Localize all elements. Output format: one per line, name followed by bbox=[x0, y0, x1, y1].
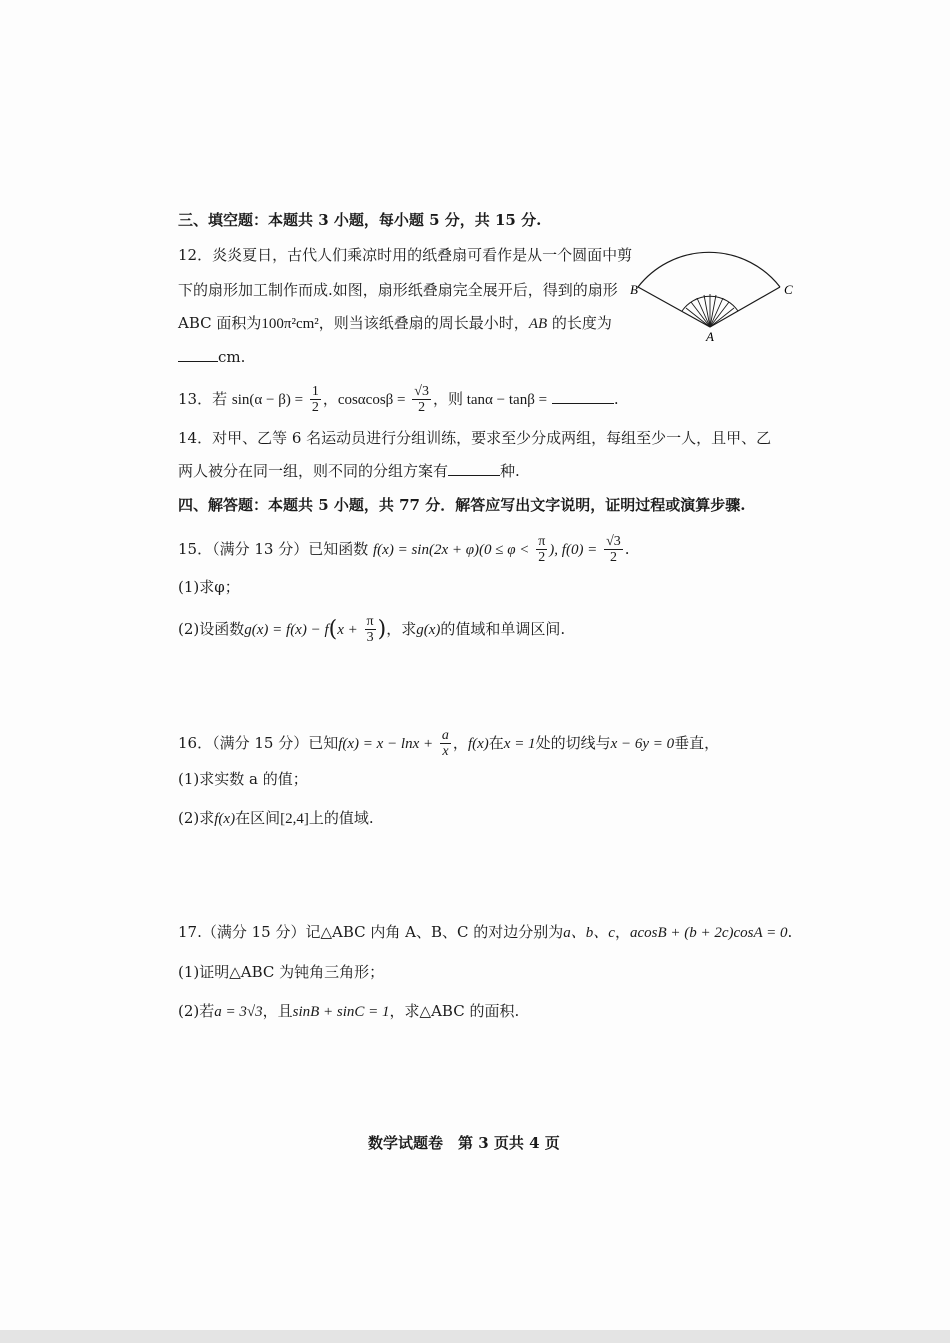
q15-end: . bbox=[624, 539, 630, 558]
q13-cos-expr: ，cosαcosβ = bbox=[322, 391, 406, 408]
q14-text-pre: 两人被分在同一组，则不同的分组方案有 bbox=[178, 462, 449, 480]
q12-text-end: 的长度为 bbox=[547, 314, 612, 332]
q12-answer-blank bbox=[178, 360, 218, 362]
q13-answer-blank bbox=[552, 402, 614, 404]
q16-line bbox=[178, 728, 719, 760]
q15-part2-post: ，求 bbox=[386, 619, 417, 638]
q12-line-1: 12．炎炎夏日，古代人们乘凉时用的纸叠扇可看作是从一个圆面中剪 bbox=[178, 246, 633, 264]
section-3-heading: 三、填空题：本题共 3 小题，每小题 5 分，共 15 分. bbox=[178, 211, 542, 229]
q14-text-post: 种. bbox=[500, 462, 520, 480]
q15-part2-pre: (2)设函数 bbox=[178, 619, 245, 638]
q13-sin-expr: sin(α − β) = bbox=[231, 391, 304, 408]
q16-end: 垂直， bbox=[674, 733, 720, 752]
q17-sep: ， bbox=[614, 923, 630, 941]
q16-part2-fx: f(x) bbox=[214, 811, 236, 827]
q12-text-pre: ABC 面积为 bbox=[178, 314, 262, 332]
q17-part2-end: ，求△ABC 的面积. bbox=[389, 1002, 520, 1020]
q13-frac-half: $\frac{1}{2}$ bbox=[311, 384, 319, 416]
q17-part2-pre: (2)若 bbox=[178, 1002, 215, 1020]
q12-area: 100π²cm² bbox=[261, 316, 319, 332]
q12-line-4 bbox=[178, 350, 245, 365]
q17-eq: acosB + (b + 2c)cosA = 0 bbox=[629, 925, 788, 941]
q17-part-1: (1)证明△ABC 为钝角三角形； bbox=[178, 963, 385, 981]
q13-end: . bbox=[613, 389, 619, 408]
q16-tail2: 处的切线与 bbox=[535, 733, 611, 752]
q17-part2-eq: sinB + sinC = 1 bbox=[292, 1004, 390, 1020]
q13-tan-expr: ，则 tanα − tanβ = bbox=[432, 391, 548, 408]
q16-part2-interval: [2,4] bbox=[280, 811, 309, 827]
fan-label-b: B bbox=[630, 282, 638, 297]
q17-part2-a: a = 3√3 bbox=[214, 1004, 263, 1020]
q16-intro: 16．（满分 15 分）已知 bbox=[178, 733, 339, 752]
q14-answer-blank bbox=[448, 474, 500, 476]
q16-part-2 bbox=[178, 811, 374, 827]
q15-frac-pi-2: $\frac{\pi}{2}$ bbox=[538, 534, 546, 566]
q15-part2-end: 的值域和单调区间. bbox=[440, 619, 566, 638]
fan-label-a: A bbox=[706, 329, 714, 344]
q15-part2-gx: g(x) bbox=[416, 621, 441, 638]
q17-part-2 bbox=[178, 1004, 519, 1020]
q16-func: f(x) = x − lnx + bbox=[338, 735, 434, 752]
q15-mid: ), f(0) = bbox=[549, 541, 598, 558]
q17-part2-mid: ，且 bbox=[262, 1002, 293, 1020]
q12-line-3 bbox=[178, 316, 612, 332]
q12-text-post: ，则当该纸叠扇的周长最小时， bbox=[318, 314, 529, 332]
section-4-heading: 四、解答题：本题共 5 小题，共 77 分．解答应写出文字说明，证明过程或演算步骤. bbox=[178, 496, 746, 514]
q16-line-eq: x − 6y = 0 bbox=[610, 735, 675, 752]
scan-bottom-edge bbox=[0, 1330, 950, 1343]
q13-prefix: 13．若 bbox=[178, 389, 228, 408]
fan-figure bbox=[630, 245, 800, 345]
fan-label-c: C bbox=[784, 282, 793, 297]
q15-part-1: (1)求φ； bbox=[178, 578, 240, 596]
q12-unit: cm. bbox=[218, 348, 246, 366]
q17-intro: 17.（满分 15 分）记△ABC 内角 A、B、C 的对边分别为 bbox=[178, 923, 564, 941]
q16-part2-end: 上的值域. bbox=[308, 809, 374, 827]
q15-frac-pi-3: $\frac{\pi}{3}$ bbox=[366, 614, 374, 646]
q15-part2-x: x + bbox=[337, 621, 358, 638]
page-footer: 数学试题卷 第 3 页共 4 页 bbox=[368, 1134, 560, 1152]
q16-tail: 在 bbox=[488, 733, 504, 752]
q14-line-1: 14．对甲、乙等 6 名运动员进行分组训练，要求至少分成两组，每组至少一人，且甲、乙 bbox=[178, 429, 772, 447]
q15-part2-g: g(x) = f(x) − f bbox=[244, 621, 329, 638]
q15-intro: 15．（满分 13 分）已知函数 bbox=[178, 539, 369, 558]
q16-fx: f(x) bbox=[467, 735, 489, 752]
q13-frac-root3: $\frac{√3}{2}$ bbox=[414, 384, 429, 416]
q16-part-1: (1)求实数 a 的值； bbox=[178, 770, 308, 788]
q17-line bbox=[178, 925, 792, 941]
q14-line-2 bbox=[178, 464, 520, 479]
q16-frac-a-x: $\frac{a}{x}$ bbox=[441, 728, 449, 760]
q12-segment: AB bbox=[528, 316, 548, 332]
q15-line bbox=[178, 534, 630, 566]
q16-mid: ， bbox=[452, 733, 468, 752]
q15-part-2: (2)设函数g(x) = f(x) − f(x + $\frac{\pi}{3}$ )，求g(x)的值域和单调区间. bbox=[178, 614, 566, 646]
q15-frac-root3-2: $\frac{√3}{2}$ bbox=[606, 534, 621, 566]
q15-func: f(x) = sin(2x + φ)(0 ≤ φ < bbox=[373, 541, 530, 558]
q17-end: . bbox=[787, 923, 793, 941]
q17-abc: a、b、c bbox=[563, 925, 615, 941]
q12-line-2: 下的扇形加工制作而成.如图，扇形纸叠扇完全展开后，得到的扇形 bbox=[178, 281, 618, 299]
q16-part2-pre: (2)求 bbox=[178, 809, 215, 827]
q13-line bbox=[178, 384, 619, 416]
q16-part2-mid: 在区间 bbox=[235, 809, 281, 827]
q16-x1: x = 1 bbox=[503, 735, 536, 752]
